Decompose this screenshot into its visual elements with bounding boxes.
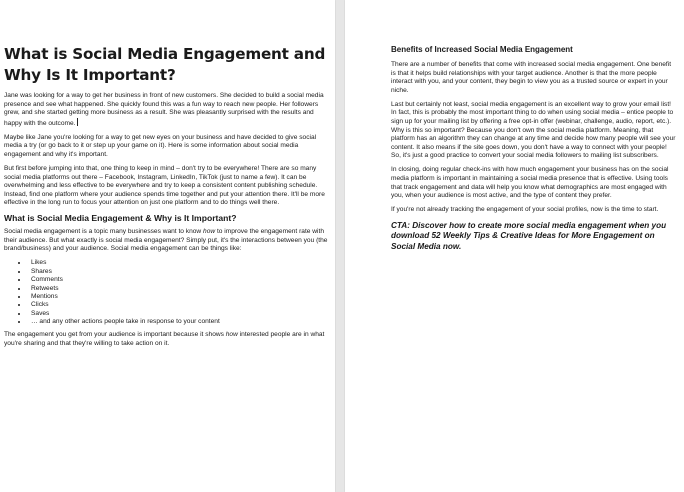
closing-paragraph: In closing, doing regular check-ins with how much engagement your business has on the social media platform is important in maintaining a social media presence that is effective. Using tools that track engagement and data will help you know what demographics are most engaged with you, when your audience is most active, and the type of content they prefer. [391,166,669,200]
section-heading-benefits: Benefits of Increased Social Media Engagement [391,45,573,54]
list-item: • Comments [28,276,329,284]
list-item: • Likes [28,259,329,267]
engagement-types-list [4,259,329,326]
call-to-action: CTA: Discover how to create more social media engagement when you download 52 Weekly Tips & Creative Ideas for More Engagement on Social Media now. [391,220,667,251]
paragraph-5: The engagement you get from your audience is important because it shows how interested people are in what you're sharing and that they're willing to take action on it. [4,331,325,347]
section-heading-what-is: What is Social Media Engagement & Why is It Important? [4,213,237,224]
list-item: • Shares [28,268,329,276]
list-item: • Retweets [28,285,329,293]
document-title: What is Social Media Engagement and Why Is It Important? [4,45,326,84]
list-item: • Mentions [28,293,329,301]
intro-paragraph[interactable]: Jane was looking for a way to get her business in front of new customers. She decided to build a social media presence and see what happened. She quickly found this was a fun way to reach new people. Her followers grew, and she started getting more business as a result. She was pleasantly surprised with the results and happy with the outcome. [4,92,324,127]
document-page-left [0,0,335,492]
paragraph-3: But first before jumping into that, one thing to keep in mind – don't try to be everywhere! There are so many social media platforms out there – Facebook, Instagram, LinkedIn, TikTok (just to name a few). It can be overwhelming and less effective to be everywhere and try to keep a consistent content publishing schedule. Instead, find one platform where your audience spends time together and put your attention there. It'll be more effective in the long run to focus your attention on just one platform and to do things well there. [4,164,325,207]
tracking-paragraph: If you're not already tracking the engagement of your social profiles, now is the time to start. [391,206,659,214]
list-item: • Saves [28,310,329,318]
list-item: • Clicks [28,301,329,309]
benefits-paragraph-1: There are a number of benefits that come with increased social media engagement. One benefit is that it helps build relationships with your target audience. Another is that the more people interact with you, and your content, they begin to view you as a trusted source or expert in your niche. [391,61,672,94]
document-page-right [345,0,684,492]
list-item: • … and any other actions people take in response to your content [28,318,329,326]
text-cursor [77,118,78,126]
paragraph-2: Maybe like Jane you're looking for a way to get new eyes on your business and have decided to give social media a try (or go back to it or step up your game on it). Here is some information about social media engagement and why it's important. [4,133,317,158]
benefits-paragraph-2: Last but certainly not least, social media engagement is an excellent way to grow your email list! In fact, this is probably the most important thing to do when using social media – entice people to sign up for your mailing list by offering a free opt-in offer (webinar, challenge, audio, report, etc.). Why is this so important? Because you don't own the social media platform. Meaning, that platform has an algorithm they can change at any time and decide how many people will see your content. It also means if the site goes down, you don't have a way to connect with your people! So, it's just a good practice to convert your social media followers to mailing list subscribers. [391,100,676,160]
paragraph-4: Social media engagement is a topic many businesses want to know how to improve the engagement rate with their audience. But what exactly is social media engagement? Simply put, it's the interactions between you (the brand/business) and your audience. Social media engagement can be things like: [4,228,328,253]
